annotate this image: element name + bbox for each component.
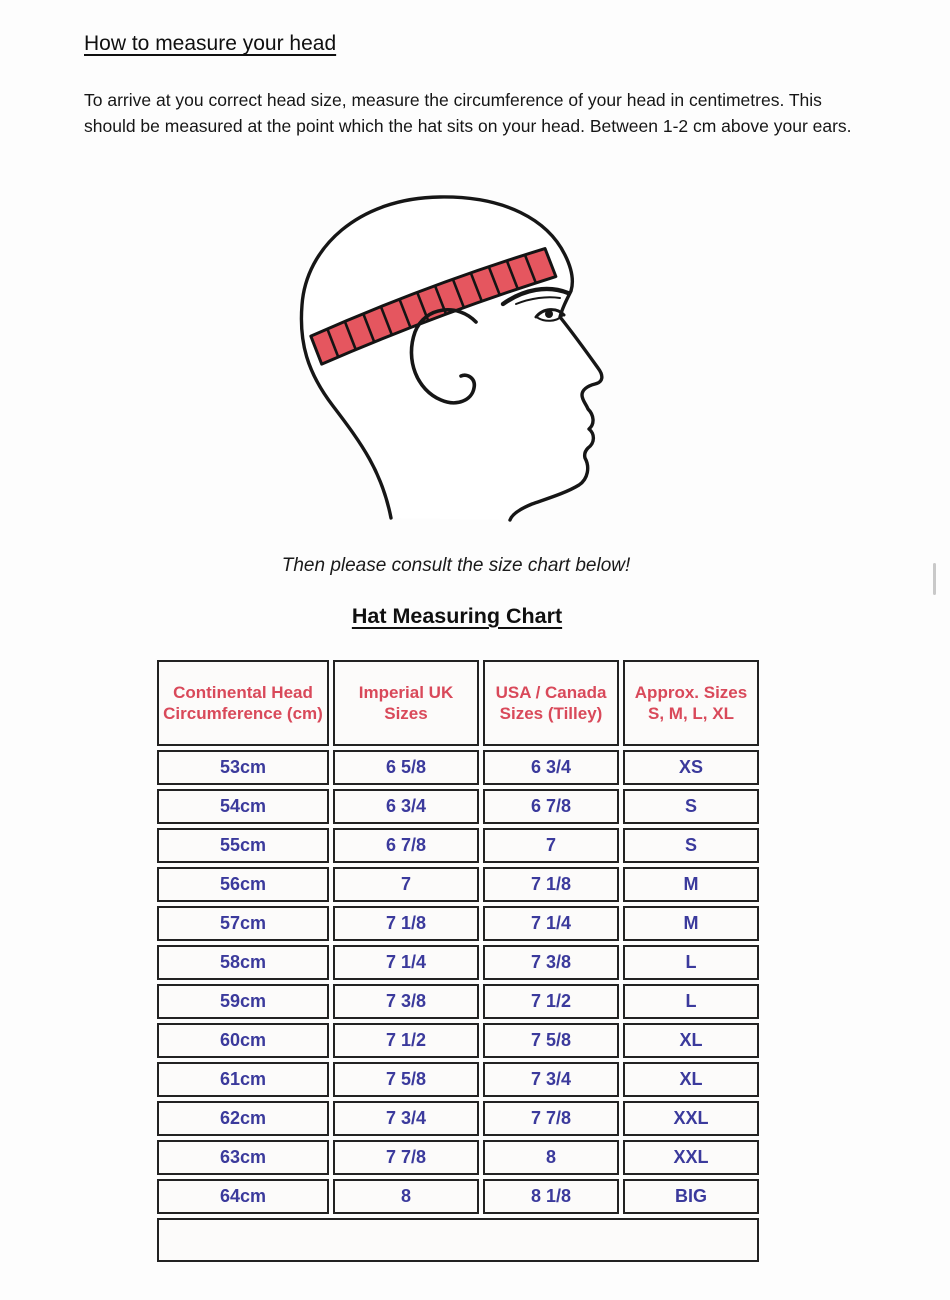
size-cell: 7 1/8: [333, 906, 479, 941]
size-cell: L: [623, 984, 759, 1019]
blank-row: [157, 1218, 759, 1262]
size-cell: 55cm: [157, 828, 329, 863]
table-header-row: [157, 660, 759, 746]
size-cell: 7 1/4: [483, 906, 619, 941]
size-chart-container: [153, 656, 763, 1266]
head-outline: [301, 197, 601, 520]
size-row: [157, 750, 759, 785]
size-row: [157, 906, 759, 941]
size-cell: BIG: [623, 1179, 759, 1214]
size-row: [157, 1062, 759, 1097]
size-cell: 7: [333, 867, 479, 902]
size-cell: 57cm: [157, 906, 329, 941]
size-cell: XXL: [623, 1140, 759, 1175]
size-cell: 54cm: [157, 789, 329, 824]
size-row: [157, 984, 759, 1019]
hat-size-table: [153, 656, 763, 1266]
size-cell: 7 1/2: [333, 1023, 479, 1058]
size-cell: 64cm: [157, 1179, 329, 1214]
size-cell: 6 7/8: [483, 789, 619, 824]
size-cell: XL: [623, 1062, 759, 1097]
blank-cell: [157, 1218, 759, 1262]
consult-note: Then please consult the size chart below!: [281, 555, 631, 576]
size-cell: 56cm: [157, 867, 329, 902]
size-cell: 6 5/8: [333, 750, 479, 785]
size-row: [157, 945, 759, 980]
size-row: [157, 1140, 759, 1175]
chart-title: Hat Measuring Chart: [351, 604, 563, 628]
size-cell: 7 3/8: [483, 945, 619, 980]
size-cell: XXL: [623, 1101, 759, 1136]
size-cell: 6 3/4: [483, 750, 619, 785]
size-cell: XS: [623, 750, 759, 785]
size-cell: L: [623, 945, 759, 980]
size-cell: 61cm: [157, 1062, 329, 1097]
column-header: USA / Canada Sizes (Tilley): [483, 660, 619, 746]
intro-paragraph: To arrive at you correct head size, measure the circumference of your head in centimetres. This should be measured at the point which the hat sits on your head. Between 1-2 cm above your ears.: [84, 90, 852, 136]
size-cell: 60cm: [157, 1023, 329, 1058]
size-cell: 7 3/8: [333, 984, 479, 1019]
scan-artifact: [933, 563, 936, 595]
column-header: Imperial UK Sizes: [333, 660, 479, 746]
size-row: [157, 1023, 759, 1058]
head-profile-illustration: [283, 190, 667, 552]
size-cell: 7 5/8: [483, 1023, 619, 1058]
size-cell: 7: [483, 828, 619, 863]
size-cell: 7 7/8: [333, 1140, 479, 1175]
size-cell: M: [623, 906, 759, 941]
size-cell: 59cm: [157, 984, 329, 1019]
size-row: [157, 867, 759, 902]
size-cell: 6 3/4: [333, 789, 479, 824]
size-cell: 7 7/8: [483, 1101, 619, 1136]
size-cell: S: [623, 828, 759, 863]
size-cell: 7 3/4: [333, 1101, 479, 1136]
size-cell: 7 1/8: [483, 867, 619, 902]
size-row: [157, 789, 759, 824]
column-header: Continental Head Circumference (cm): [157, 660, 329, 746]
eye-iris: [545, 310, 553, 318]
size-cell: 58cm: [157, 945, 329, 980]
size-cell: 8: [483, 1140, 619, 1175]
size-cell: 7 3/4: [483, 1062, 619, 1097]
size-cell: M: [623, 867, 759, 902]
size-row: [157, 1101, 759, 1136]
size-cell: 7 1/2: [483, 984, 619, 1019]
size-cell: 8 1/8: [483, 1179, 619, 1214]
size-cell: 6 7/8: [333, 828, 479, 863]
page-title: How to measure your head: [84, 32, 337, 55]
column-header: Approx. Sizes S, M, L, XL: [623, 660, 759, 746]
size-cell: 7 1/4: [333, 945, 479, 980]
size-cell: S: [623, 789, 759, 824]
size-cell: 53cm: [157, 750, 329, 785]
size-cell: 7 5/8: [333, 1062, 479, 1097]
size-cell: 63cm: [157, 1140, 329, 1175]
size-cell: XL: [623, 1023, 759, 1058]
size-row: [157, 828, 759, 863]
size-cell: 62cm: [157, 1101, 329, 1136]
size-row: [157, 1179, 759, 1214]
size-cell: 8: [333, 1179, 479, 1214]
